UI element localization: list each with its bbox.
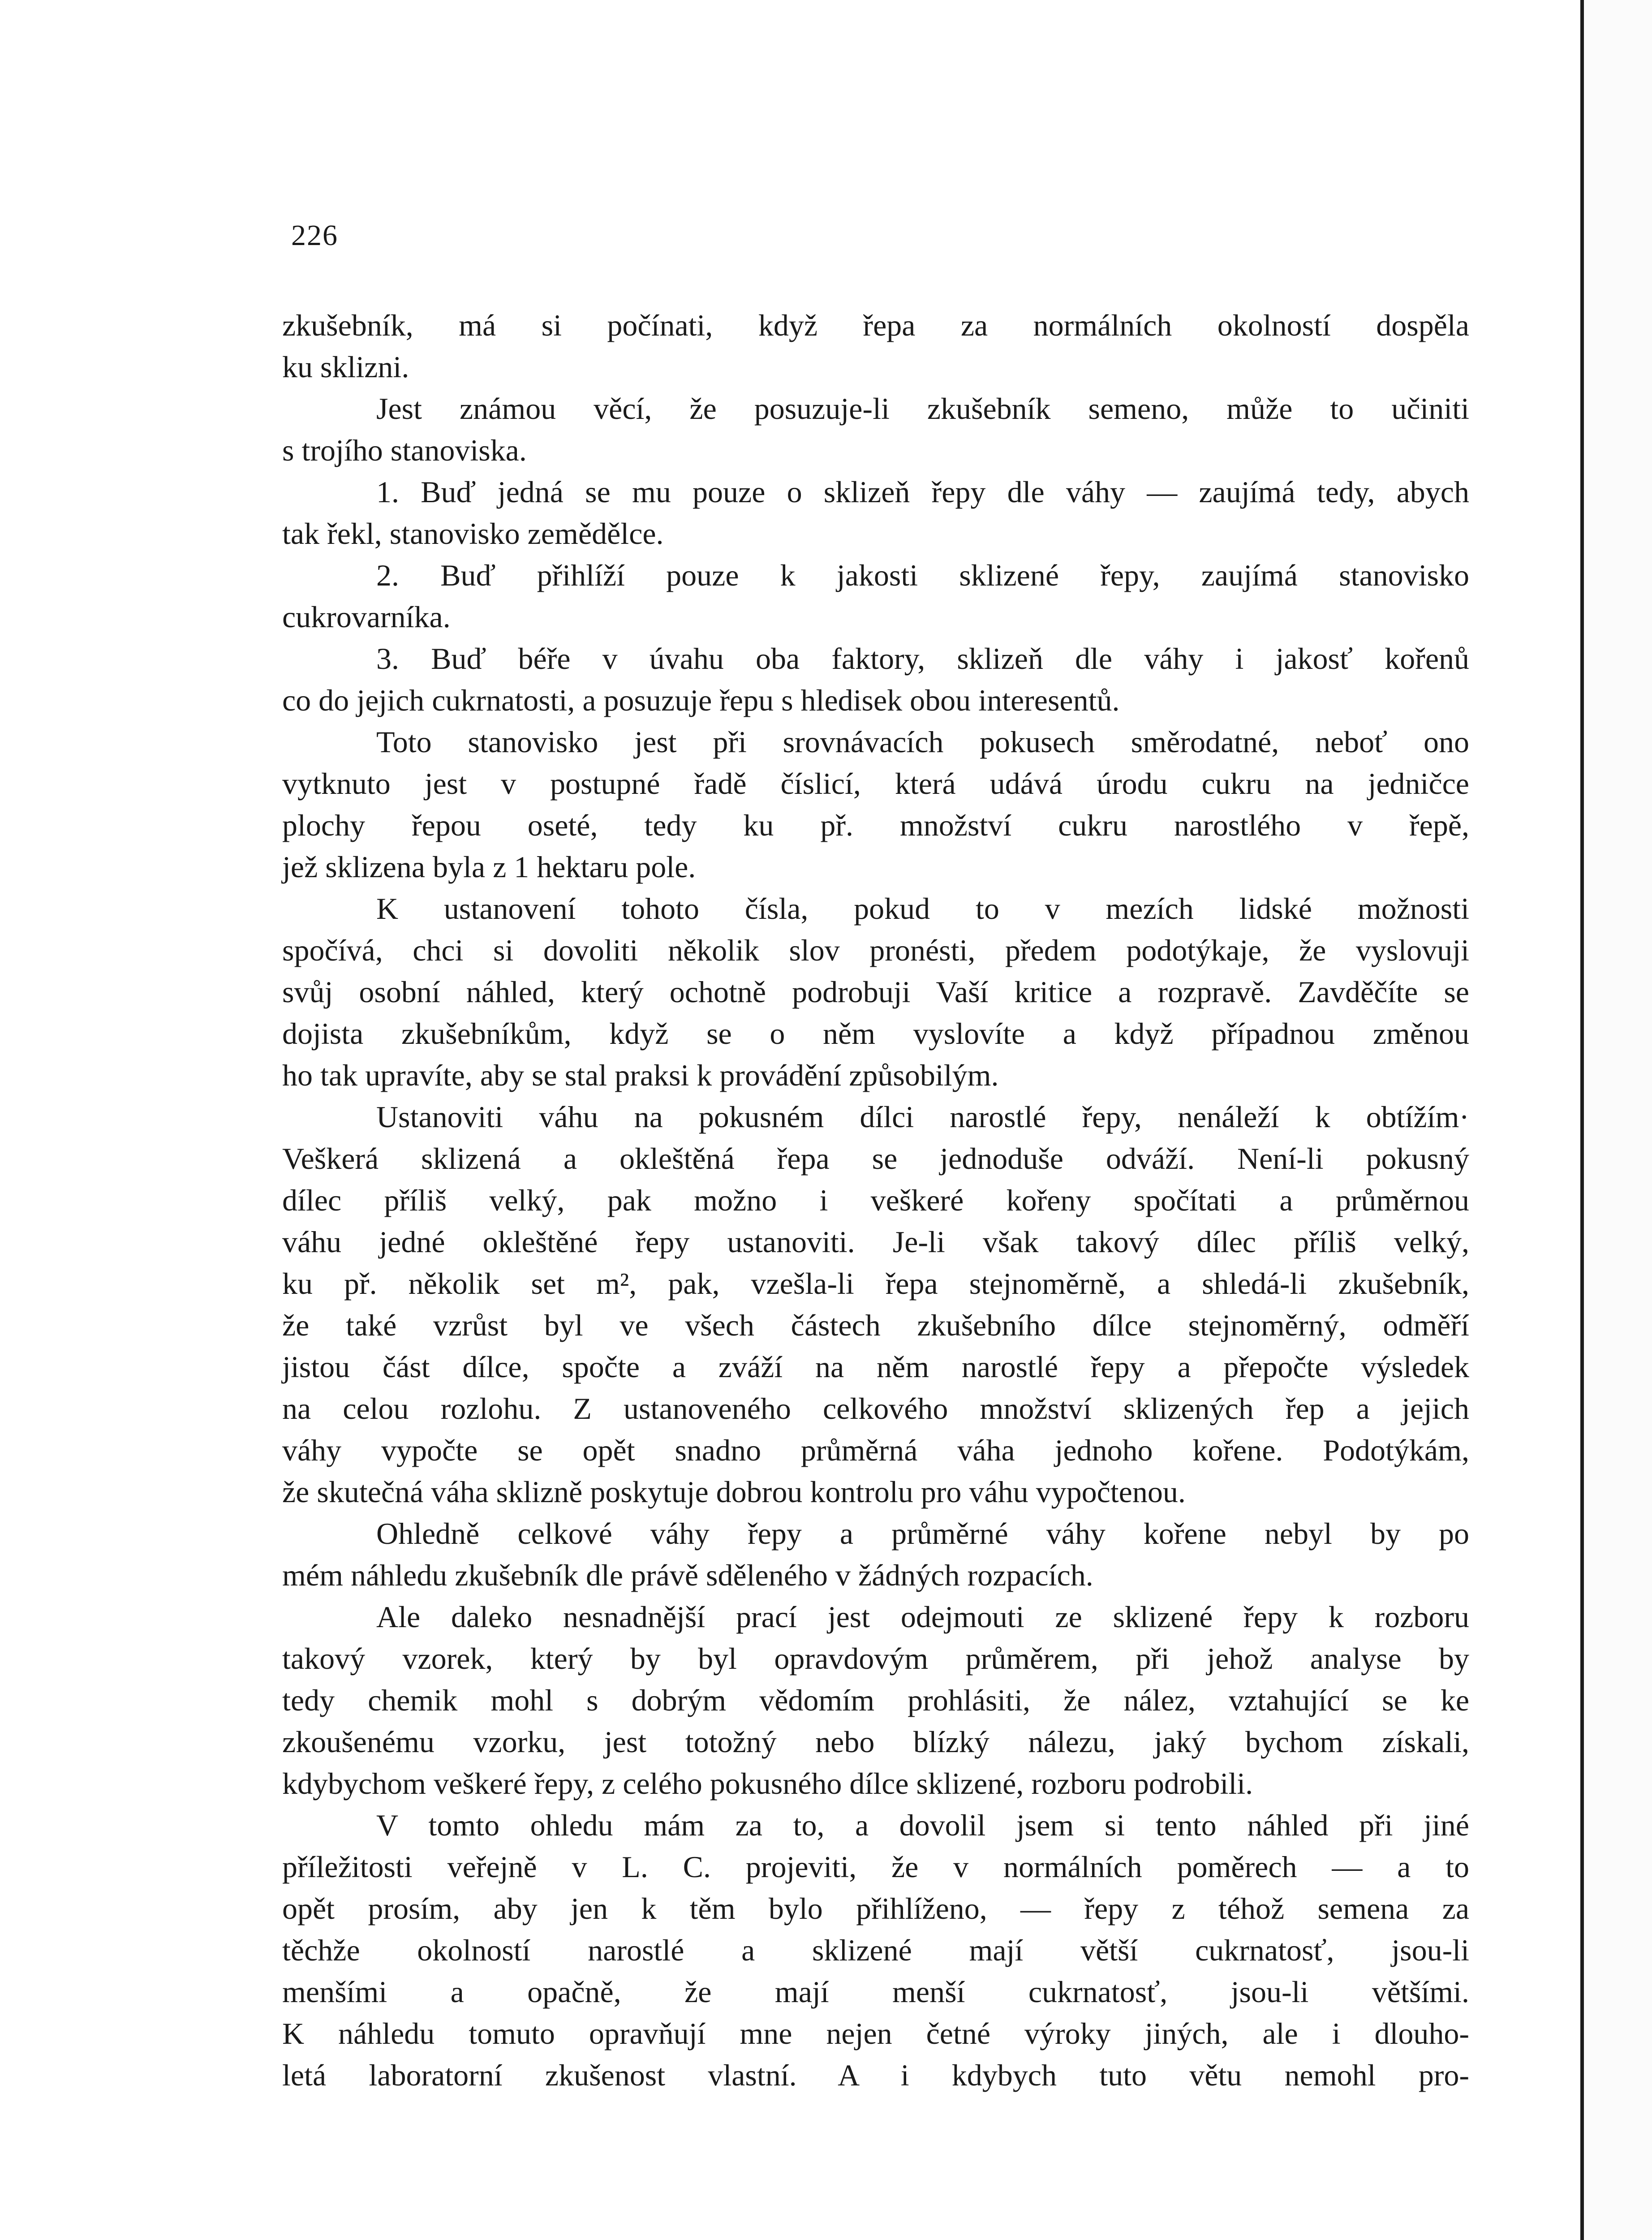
text-line: mém náhledu zkušebník dle právě sděleného v žádných rozpacích. (282, 1558, 1093, 1592)
text-line: ku sklizni. (282, 350, 409, 384)
text-line: cukrovarníka. (282, 600, 451, 634)
text-line: Veškerá sklizená a okleštěná řepa se jednoduše odváží. Není-li pokusný (282, 1142, 1469, 1176)
paragraph (282, 1805, 1469, 2096)
paragraph (282, 1096, 1469, 1513)
text-line: jež sklizena byla z 1 hektaru pole. (282, 850, 696, 884)
text-line: spočívá, chci si dovoliti několik slov pronésti, předem podotýkaje, že vyslovuji (282, 933, 1469, 967)
text-line: co do jejich cukrnatosti, a posuzuje řepu s hledisek obou interesentů. (282, 683, 1120, 717)
text-line: na celou rozlohu. Z ustanoveného celkového množství sklizených řep a jejich (282, 1391, 1469, 1426)
text-line: dílec příliš velký, pak možno i veškeré kořeny spočítati a průměrnou (282, 1183, 1469, 1217)
text-line: Ale daleko nesnadnější prací jest odejmouti ze sklizené řepy k rozboru (376, 1600, 1469, 1634)
paragraph (282, 555, 1469, 638)
paragraph (282, 471, 1469, 555)
text-line: dojista zkušebníkům, když se o něm vyslovíte a když případnou změnou (282, 1017, 1469, 1051)
text-line: příležitosti veřejně v L. C. projeviti, že v normálních poměrech — a to (282, 1850, 1469, 1884)
text-line: K náhledu tomuto opravňují mne nejen četné výroky jiných, ale i dlouho- (282, 2016, 1469, 2050)
paragraph (282, 1596, 1469, 1805)
text-line: takový vzorek, který by byl opravdovým průměrem, při jehož analyse by (282, 1641, 1469, 1676)
text-line: svůj osobní náhled, který ochotně podrobuji Vaší kritice a rozpravě. Zavděčíte se (282, 975, 1469, 1009)
text-line: Toto stanovisko jest při srovnávacích pokusech směrodatné, neboť ono (376, 725, 1469, 759)
scan-margin (1584, 0, 1652, 2240)
text-line: opět prosím, aby jen k těm bylo přihlíženo, — řepy z téhož semena za (282, 1891, 1469, 1926)
text-line: K ustanovení tohoto čísla, pokud to v mezích lidské možnosti (376, 892, 1469, 926)
text-line: že také vzrůst byl ve všech částech zkušebního dílce stejnoměrný, odměří (282, 1308, 1469, 1342)
text-line: jistou část dílce, spočte a zváží na něm narostlé řepy a přepočte výsledek (282, 1350, 1469, 1384)
text-line: že skutečná váha sklizně poskytuje dobrou kontrolu pro váhu vypočtenou. (282, 1475, 1186, 1509)
paragraph (282, 1513, 1469, 1596)
text-line: 1. Buď jedná se mu pouze o sklizeň řepy dle váhy — zaujímá tedy, abych (376, 475, 1469, 509)
text-line: s trojího stanoviska. (282, 433, 527, 467)
text-line: ku př. několik set m², pak, vzešla-li řepa stejnoměrně, a shledá-li zkušebník, (282, 1266, 1469, 1301)
text-line: tak řekl, stanovisko zemědělce. (282, 517, 664, 551)
text-line: zkoušenému vzorku, jest totožný nebo blízký nálezu, jaký bychom získali, (282, 1725, 1469, 1759)
body-text (282, 305, 1469, 2096)
paragraph (282, 721, 1469, 888)
paragraph (282, 638, 1469, 721)
text-line: Jest známou věcí, že posuzuje-li zkušebník semeno, může to učiniti (376, 392, 1469, 426)
text-line: kdybychom veškeré řepy, z celého pokusného dílce sklizené, rozboru podrobili. (282, 1766, 1253, 1801)
text-line: váhu jedné okleštěné řepy ustanoviti. Je-li však takový dílec příliš velký, (282, 1225, 1469, 1259)
text-line: letá laboratorní zkušenost vlastní. A i kdybych tuto větu nemohl pro- (282, 2058, 1469, 2092)
scan-page-edge (1580, 0, 1584, 2240)
text-line: V tomto ohledu mám za to, a dovolil jsem si tento náhled při jiné (376, 1808, 1469, 1842)
paragraph (282, 888, 1469, 1096)
text-line: vytknuto jest v postupné řadě číslicí, která udává úrodu cukru na jedničce (282, 767, 1469, 801)
text-line: Ohledně celkové váhy řepy a průměrné váhy kořene nebyl by po (376, 1516, 1469, 1551)
page-number: 226 (291, 219, 338, 252)
text-line: 3. Buď béře v úvahu oba faktory, sklizeň dle váhy i jakosť kořenů (376, 642, 1469, 676)
text-line: plochy řepou oseté, tedy ku př. množství cukru narostlého v řepě, (282, 808, 1469, 842)
text-line: těchže okolností narostlé a sklizené mají větší cukrnatosť, jsou-li (282, 1933, 1469, 1967)
text-line: Ustanoviti váhu na pokusném dílci narostlé řepy, nenáleží k obtížím· (376, 1100, 1469, 1134)
text-line: tedy chemik mohl s dobrým vědomím prohlásiti, že nález, vztahující se ke (282, 1683, 1469, 1717)
paragraph (282, 388, 1469, 471)
paragraph (282, 305, 1469, 388)
text-line: zkušebník, má si počínati, když řepa za normálních okolností dospěla (282, 308, 1469, 342)
text-line: menšími a opačně, že mají menší cukrnatosť, jsou-li většími. (282, 1975, 1469, 2009)
text-line: ho tak upravíte, aby se stal praksi k provádění způsobilým. (282, 1058, 999, 1092)
text-line: váhy vypočte se opět snadno průměrná váha jednoho kořene. Podotýkám, (282, 1433, 1469, 1467)
text-line: 2. Buď přihlíží pouze k jakosti sklizené řepy, zaujímá stanovisko (376, 558, 1469, 592)
